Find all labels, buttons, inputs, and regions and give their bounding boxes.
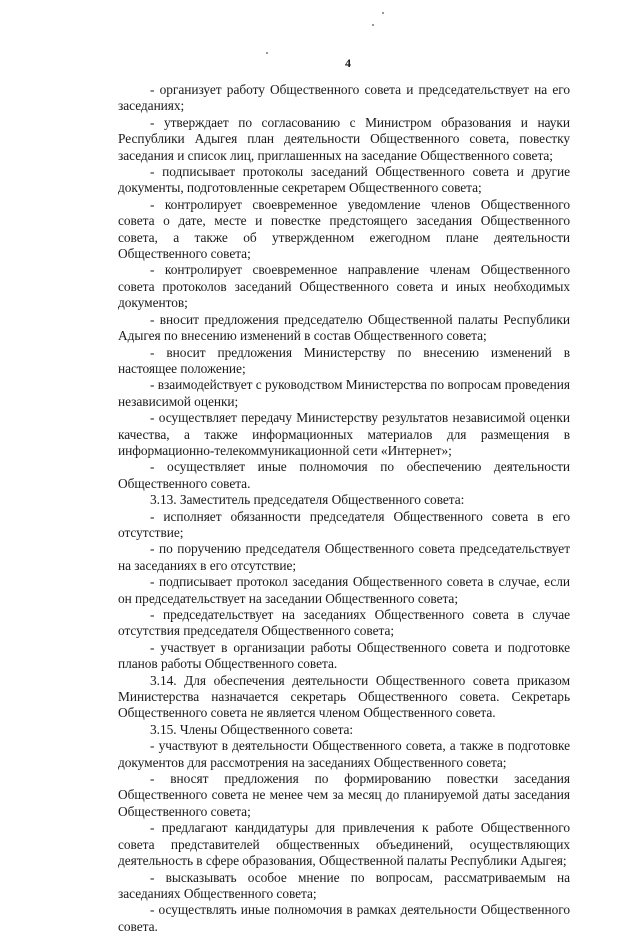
paragraph: - вносит предложения председателю Общественной палаты Республики Адыгея по внесению изменений в состав Общественного совета; xyxy=(118,311,570,344)
paragraph: - осуществлять иные полномочия в рамках деятельности Общественного совета. xyxy=(118,902,570,934)
section-heading: 3.15. Члены Общественного совета: xyxy=(150,721,354,737)
paragraph: - контролирует своевременное уведомление членов Общественного совета о дате, месте и повестке предстоящего заседания Общественного совета, а также об утвержденном ежегодном плане деятельности Общественного совета; xyxy=(118,196,570,262)
paragraph: - вносит предложения Министерству по внесению изменений в настоящее положение; xyxy=(118,344,570,376)
paragraph: - высказывать особое мнение по вопросам, рассматриваемым на заседаниях Общественного совета; xyxy=(118,869,570,901)
scan-speck xyxy=(372,24,374,26)
section-paragraph: 3.14. Для обеспечения деятельности Общественного совета приказом Министерства назначается секретарь Общественного совета. Секретарь Общественного совета не является членом Общественного совета. xyxy=(118,672,570,721)
paragraph: - председательствует на заседаниях Общественного совета в случае отсутствия председателя Общественного совета; xyxy=(118,607,570,639)
paragraph: - осуществляет передачу Министерству результатов независимой оценки качества, а также информационных материалов для размещения в информационно-телекоммуникационной сети «Интернет»; xyxy=(118,410,570,458)
paragraph: - взаимодействует с руководством Министерства по вопросам проведения независимой оценки; xyxy=(118,377,570,409)
scan-speck xyxy=(382,12,384,14)
scan-speck xyxy=(266,52,268,54)
paragraph: - осуществляет иные полномочия по обеспечению деятельности Общественного совета. xyxy=(118,459,570,491)
document-body xyxy=(118,82,570,935)
paragraph: - участвуют в деятельности Общественного совета, а также в подготовке документов для рассмотрения на заседаниях Общественного совета; xyxy=(118,738,570,770)
paragraph: - контролирует своевременное направление членам Общественного совета протоколов заседаний Общественного совета и иных необходимых документов; xyxy=(118,262,570,311)
paragraph: - организует работу Общественного совета и председательствует на его заседаниях; xyxy=(118,82,570,114)
paragraph: - утверждает по согласованию с Министром образования и науки Республики Адыгея план деятельности Общественного совета, повестку заседания и список лиц, приглашенных на заседание Общественного совета; xyxy=(118,114,570,163)
section-heading: 3.13. Заместитель председателя Общественного совета: xyxy=(150,492,465,508)
paragraph: - подписывает протоколы заседаний Общественного совета и другие документы, подготовленные секретарем Общественного совета; xyxy=(118,164,570,196)
paragraph: - исполняет обязанности председателя Общественного совета в его отсутствие; xyxy=(118,508,570,540)
paragraph: - подписывает протокол заседания Общественного совета в случае, если он председательствует на заседании Общественного совета; xyxy=(118,574,570,606)
paragraph: - вносят предложения по формированию повестки заседания Общественного совета не менее чем за месяц до планируемой даты заседания Общественного совета; xyxy=(118,771,570,819)
paragraph: - по поручению председателя Общественного совета председательствует на заседаниях в его отсутствие; xyxy=(118,541,570,573)
paragraph: - предлагают кандидатуры для привлечения к работе Общественного совета представителей общественных объединений, осуществляющих деятельность в сфере образования, Общественной палаты Республики Адыгея; xyxy=(118,820,570,869)
page-number: 4 xyxy=(345,56,351,70)
paragraph: - участвует в организации работы Общественного совета и подготовке планов работы Общественного совета. xyxy=(118,639,570,672)
